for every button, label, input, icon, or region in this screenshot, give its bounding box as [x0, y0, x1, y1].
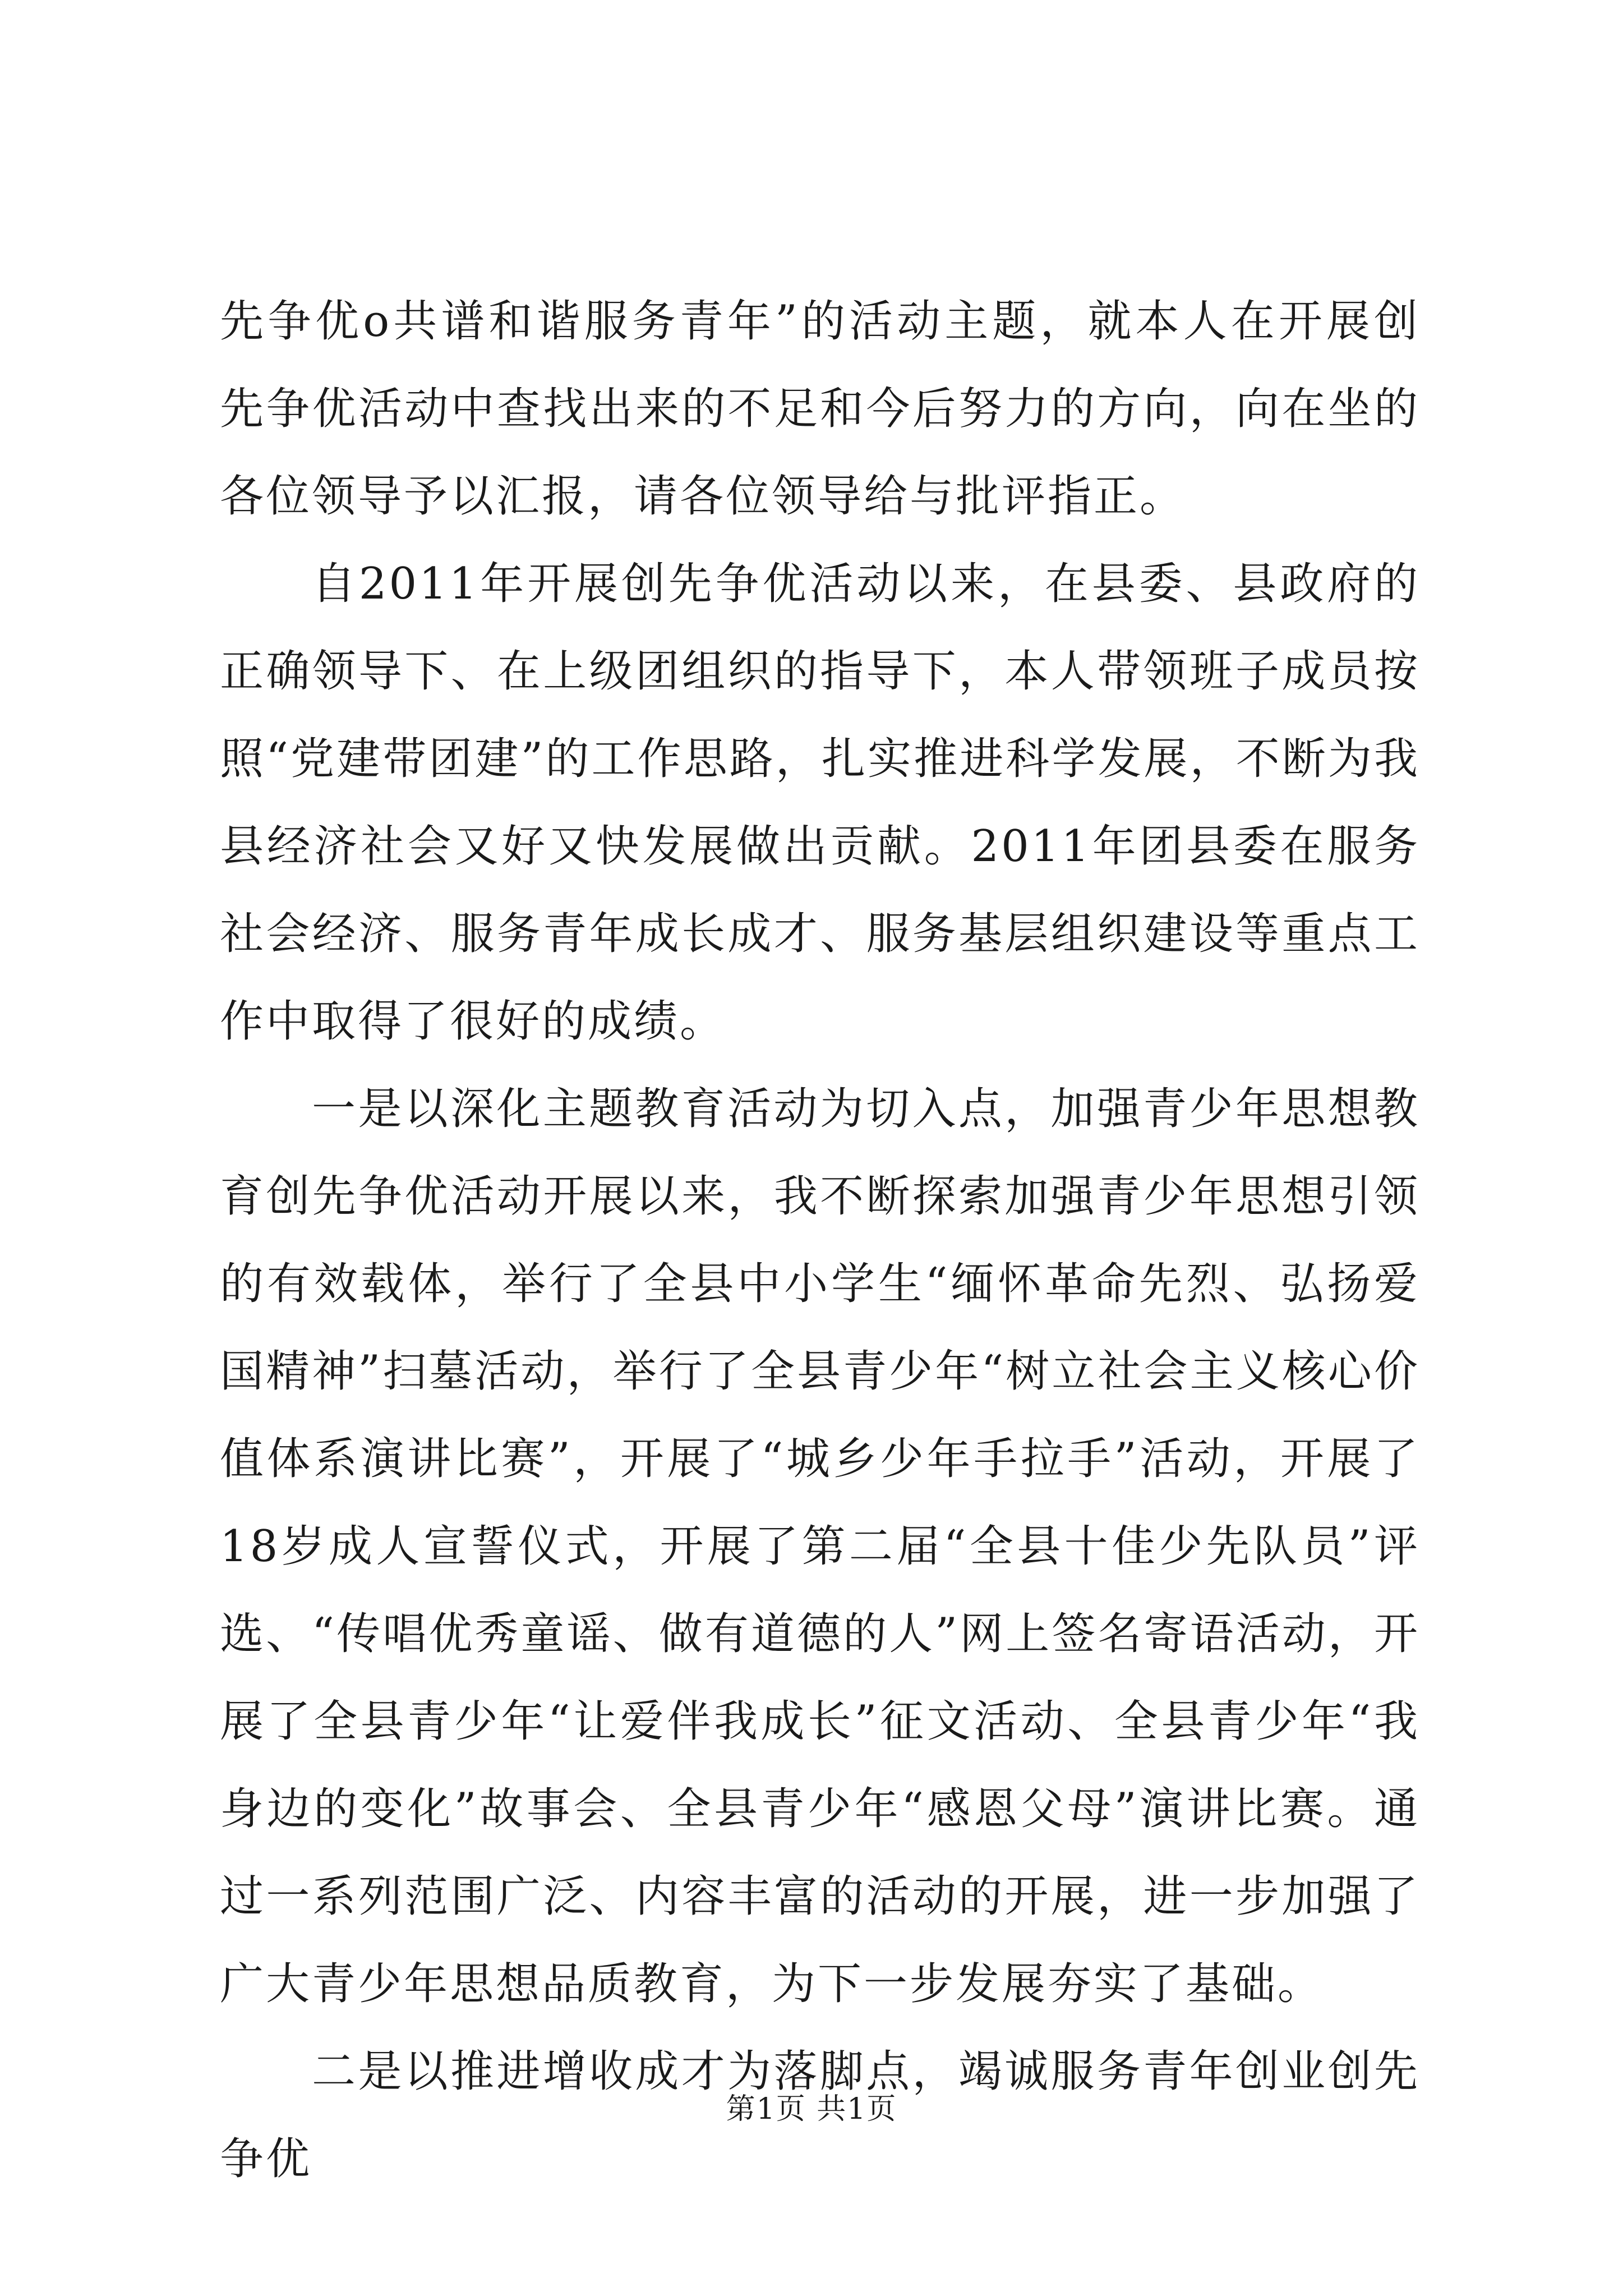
paragraph-4: 二是以推进增收成才为落脚点，竭诚服务青年创业创先争优: [220, 2046, 1420, 2184]
paragraph-1: 先争优o共谱和谐服务青年”的活动主题，就本人在开展创先争优活动中查找出来的不足和今后努力的方向，向在坐的各位领导予以汇报，请各位领导给与批评指正。: [220, 296, 1420, 522]
paragraph-3: 一是以深化主题教育活动为切入点，加强青少年思想教育创先争优活动开展以来，我不断探索加强青少年思想引领的有效载体，举行了全县中小学生“缅怀革命先烈、弘扬爱国精神”扫墓活动，举行了全县青少年“树立社会主义核心价值体系演讲比赛”，开展了“城乡少年手拉手”活动，开展了18岁成人宣誓仪式，开展了第二届“全县十佳少先队员”评选、“传唱优秀童谣、做有道德的人”网上签名寄语活动，开展了全县青少年“让爱伴我成长”征文活动、全县青少年“我身边的变化”故事会、全县青少年“感恩父母”演讲比赛。通过一系列范围广泛、内容丰富的活动的开展，进一步加强了广大青少年思想品质教育，为下一步发展夯实了基础。: [220, 1084, 1420, 2009]
paragraph-2: 自2011年开展创先争优活动以来，在县委、县政府的正确领导下、在上级团组织的指导下，本人带领班子成员按照“党建带团建”的工作思路，扎实推进科学发展，不断为我县经济社会又好又快发展做出贡献。2011年团县委在服务社会经济、服务青年成长成才、服务基层组织建设等重点工作中取得了很好的成绩。: [220, 559, 1420, 1047]
document-body: [220, 278, 1420, 2203]
page-footer: 第1页 共1页: [726, 2092, 897, 2126]
